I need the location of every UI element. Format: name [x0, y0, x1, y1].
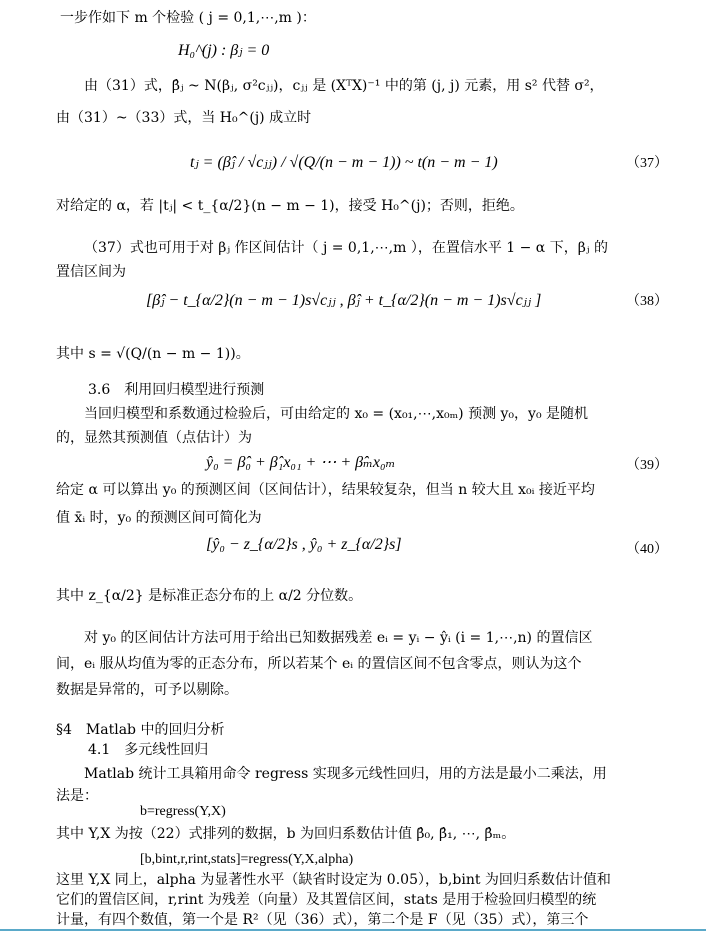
equation-number-39: （39）	[626, 458, 668, 473]
text-line-1: 一步作如下 m 个检验 ( j = 0,1,⋯,m )：	[60, 10, 316, 26]
text-line-16: Matlab 统计工具箱用命令 regress 实现多元线性回归，用的方法是最小二乘法，用	[84, 766, 607, 782]
text-line-4: 对给定的 α，若 |tⱼ| < t_{α/2}(n − m − 1)，接受 H₀^(j)；否则，拒绝。	[56, 198, 524, 214]
text-line-11: 值 x̄ᵢ 时，y₀ 的预测区间可简化为	[56, 510, 262, 526]
text-line-14: 间，eᵢ 服从均值为零的正态分布，所以若某个 eᵢ 的置信区间不包含零点，则认为这个	[56, 656, 582, 672]
text-line-7: 其中 s = √(Q/(n − m − 1))。	[56, 346, 250, 362]
equation-number-40: （40）	[626, 542, 668, 557]
section-heading-4-1: 4.1 多元线性回归	[88, 742, 209, 758]
equation-40: [ŷ₀ − z_{α/2}s , ŷ₀ + z_{α/2}s]	[206, 536, 402, 553]
text-line-19: 这里 Y,X 同上，alpha 为显著性水平（缺省时设定为 0.05），b,bint 为回归系数估计值和	[56, 872, 611, 888]
text-line-15: 数据是异常的，可予以剔除。	[56, 682, 238, 698]
text-line-5: （37）式也可用于对 βⱼ 作区间估计（ j = 0,1,⋯,m ），在置信水平 1 − α 下，βⱼ 的	[84, 240, 608, 256]
equation-h0: H₀^(j) : βⱼ = 0	[178, 42, 270, 59]
equation-37: tⱼ = (β̂ⱼ / √cⱼⱼ) / √(Q/(n − m − 1)) ~ t(n − m − 1)	[190, 154, 498, 171]
text-line-2: 由（31）式，β̂ⱼ ~ N(βⱼ, σ²cⱼⱼ)，cⱼⱼ 是 (XᵀX)⁻¹ 中的第 (j, j) 元素，用 s² 代替 σ²，	[84, 78, 604, 94]
code-regress-full: [b,bint,r,rint,stats]=regress(Y,X,alpha)	[140, 852, 354, 867]
text-line-9: 的，显然其预测值（点估计）为	[56, 430, 252, 446]
text-line-12: 其中 z_{α/2} 是标准正态分布的上 α/2 分位数。	[56, 588, 363, 604]
text-line-17: 法是：	[56, 788, 98, 804]
code-regress-basic: b=regress(Y,X)	[140, 804, 226, 819]
text-line-21: 计量，有四个数值，第一个是 R²（见（36）式），第二个是 F（见（35）式），第三个	[56, 912, 589, 928]
page-bottom-rule	[0, 929, 706, 931]
section-heading-3-6: 3.6 利用回归模型进行预测	[88, 382, 265, 398]
text-line-6: 置信区间为	[56, 264, 126, 280]
equation-38: [β̂ⱼ − t_{α/2}(n − m − 1)s√cⱼⱼ , β̂ⱼ + t_{α/2}(n − m − 1)s√cⱼⱼ ]	[146, 292, 542, 309]
text-line-18: 其中 Y,X 为按（22）式排列的数据，b 为回归系数估计值 β̂₀, β̂₁, ⋯, β̂ₘ。	[56, 826, 516, 842]
text-line-8: 当回归模型和系数通过检验后，可由给定的 x₀ = (x₀₁,⋯,x₀ₘ) 预测 y₀，y₀ 是随机	[84, 406, 589, 422]
equation-number-38: （38）	[626, 294, 668, 309]
text-line-13: 对 y₀ 的区间估计方法可用于给出已知数据残差 eᵢ = yᵢ − ŷᵢ (i = 1,⋯,n) 的置信区	[84, 630, 593, 646]
equation-number-37: （37）	[626, 156, 668, 171]
text-line-10: 给定 α 可以算出 y₀ 的预测区间（区间估计），结果较复杂，但当 n 较大且 x₀ᵢ 接近平均	[56, 482, 595, 498]
text-line-3: 由（31）~（33）式，当 H₀^(j) 成立时	[56, 110, 312, 126]
section-heading-4: §4 Matlab 中的回归分析	[56, 722, 225, 738]
text-line-20: 它们的置信区间，r,rint 为残差（向量）及其置信区间，stats 是用于检验回归模型的统	[56, 892, 597, 908]
equation-39: ŷ₀ = β̂₀ + β̂₁x₀₁ + ⋯ + β̂ₘx₀ₘ	[206, 454, 396, 471]
